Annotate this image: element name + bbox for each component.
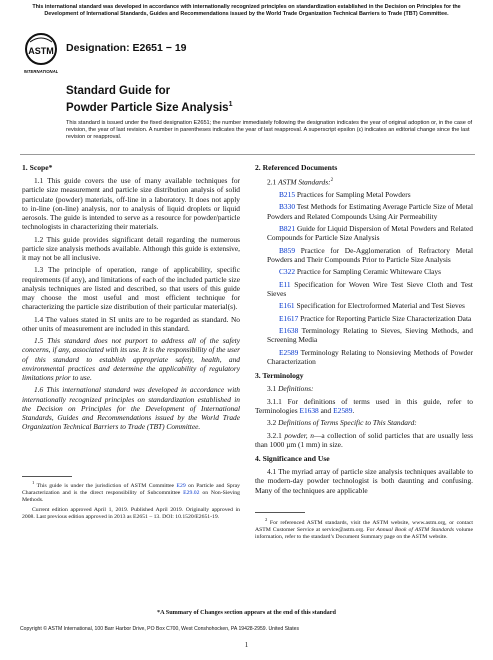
- footnote-1-text-c: on Non-Sieving Methods.: [22, 490, 240, 504]
- page-number: 1: [244, 641, 249, 649]
- reference-item[interactable]: [255, 246, 473, 264]
- definition-powder-num: 3.2.1: [267, 430, 285, 440]
- scope-1-2: 1.2 This guide provides significant detail regarding the numerous particle size analysis methods available. Although this guide is extensive, it may not be all inclusive.: [22, 234, 240, 263]
- definition-powder-term: powder, n: [284, 430, 314, 440]
- specific-definitions-title: Definitions of Terms Specific to This Standard:: [278, 418, 417, 428]
- reference-item[interactable]: [255, 326, 473, 344]
- definitions-num: 3.1: [267, 384, 279, 394]
- footnote-2-para: [255, 516, 473, 542]
- definition-powder-text: —a collection of solid particles that are usually less than 1000 µm (1 mm) in size.: [255, 430, 473, 449]
- reference-title: Specification for Electroformed Material and Test Sieves: [294, 301, 465, 311]
- logo-subtext: INTERNATIONAL: [24, 69, 58, 74]
- reference-code-link[interactable]: B330: [279, 202, 296, 212]
- reference-title: Practice for Reporting Particle Size Characterization Data: [298, 313, 472, 323]
- reference-code-link[interactable]: B859: [279, 245, 296, 255]
- section-terminology-heading: 3. Terminology: [255, 371, 304, 380]
- title-line-2: [66, 98, 232, 115]
- reference-item[interactable]: [255, 314, 473, 323]
- reference-title: Test Methods for Estimating Average Particle Size of Metal Powders and Related Compounds Using Air Permeability: [267, 202, 473, 221]
- designation: Designation: E2651 − 19: [66, 42, 187, 54]
- reference-list: [255, 190, 473, 366]
- title-line-1: Standard Guide for: [66, 85, 171, 97]
- reference-title: Practice for De-Agglomeration of Refractory Metal Powders and Their Compounds Prior to Particle Size Analysis: [267, 245, 473, 264]
- footnote-1-mark: 1: [32, 480, 35, 485]
- title-footnote-mark: 1: [228, 101, 233, 108]
- reference-item[interactable]: [255, 202, 473, 220]
- wto-notice: This international standard was developed in accordance with internationally recognized principles on standardization established in the Decision on Principles for the Development of International Standards, Guides and Recommendations issued by the World Trade Organization Technical Barriers to Trade (TBT) Committee.: [32, 4, 461, 17]
- header-divider: [20, 154, 475, 155]
- issuance-statement: This standard is issued under the fixed designation E2651; the number immediately following the designation indicates the year of original adoption or, in the case of revision, the year of last revision. A number in parentheses indicates the year of last reapproval. A superscript epsilon (ε) indicates an editorial change since the last revision or reapproval.: [66, 120, 473, 141]
- footnote-1-para-1: [22, 479, 240, 505]
- section-significance-heading: 4. Significance and Use: [255, 453, 330, 463]
- definition-text: 3.1.1 For definitions of terms used in this guide, refer to Terminologies: [255, 396, 473, 415]
- left-column: [22, 163, 240, 435]
- scope-1-4: 1.4 The values stated in SI units are to be regarded as standard. No other units of measurement are included in this standard.: [22, 314, 240, 333]
- definitions-label: [255, 384, 473, 393]
- reference-title: Practices for Sampling Metal Powders: [295, 190, 411, 200]
- footnote-2-book-title: Annual Book of ASTM Standards: [376, 527, 454, 534]
- document-title: [66, 84, 232, 115]
- reference-item[interactable]: [255, 224, 473, 242]
- reference-code-link[interactable]: E2589: [279, 347, 299, 357]
- astm-standards-num: 2.1: [267, 177, 279, 187]
- reference-code-link[interactable]: E1638: [279, 326, 299, 335]
- reference-code-link[interactable]: E11: [279, 279, 291, 289]
- reference-code-link[interactable]: E161: [279, 301, 295, 311]
- scope-1-6: 1.6 This international standard was developed in accordance with internationally recognized principles on standardization established in the Decision on Principles for the Development of International Standards, Guides and Recommendations issued by the World Trade Organization Technical Barriers to Trade (TBT) Committee.: [22, 385, 240, 432]
- footnote-1-text-a: This guide is under the jurisdiction of ASTM Committee: [34, 482, 177, 489]
- footnote-2-text-a: For referenced ASTM standards, visit the ASTM website, www.astm.org, or contact ASTM Customer Service at service@astm.org. For: [255, 519, 473, 534]
- reference-title: Practice for Sampling Ceramic Whiteware Clays: [295, 267, 442, 277]
- astm-standards-title: ASTM Standards:: [278, 177, 331, 187]
- reference-title: Specification for Woven Wire Test Sieve Cloth and Test Sieves: [267, 279, 473, 298]
- definition-3-1-1: [255, 397, 473, 415]
- reference-item[interactable]: [255, 280, 473, 298]
- significance-4-1: 4.1 The myriad array of particle size analysis techniques available to the modern-day powder technologist is both daunting and confusing. Many of the techniques are applicable: [255, 467, 473, 495]
- footnote-2-mark: 2: [265, 517, 268, 522]
- reference-title: Terminology Relating to Nonsieving Methods of Powder Characterization: [267, 347, 473, 366]
- reference-code-link[interactable]: C322: [279, 267, 296, 277]
- reference-item[interactable]: [255, 190, 473, 199]
- footnote-2: [255, 516, 473, 544]
- reference-code-link[interactable]: B821: [279, 224, 296, 234]
- title-main: Powder Particle Size Analysis: [66, 101, 229, 114]
- reference-code-link[interactable]: B215: [279, 190, 296, 200]
- astm-international-logo: [24, 32, 58, 76]
- copyright-line: Copyright © ASTM International, 100 Barr Harbor Drive, PO Box C700, West Conshohocken, PA 19428-2959. United States: [20, 626, 300, 632]
- summary-of-changes-note: *A Summary of Changes section appears at the end of this standard: [157, 609, 336, 616]
- scope-1-5: 1.5 This standard does not purport to address all of the safety concerns, if any, associated with its use. It is the responsibility of the user of this standard to establish appropriate safety, health, and environmental practices and determine the applicability of regulatory limitations prior to use.: [22, 336, 240, 383]
- definition-conjunction: and: [318, 405, 334, 415]
- right-column: [255, 163, 473, 498]
- subcommittee-link-e29-02[interactable]: E29.02: [183, 490, 200, 497]
- footnote-2-text-b: volume information, refer to the standard’s Document Summary page on the ASTM website.: [255, 527, 474, 541]
- specific-definitions-label: [255, 418, 473, 427]
- reference-title: Terminology Relating to Sieves, Sieving Methods, and Screening Media: [267, 326, 473, 345]
- reference-code-link[interactable]: E1617: [279, 313, 299, 323]
- footnote-1-para-2: Current edition approved April 1, 2019. Published April 2019. Originally approved in 2008. Last previous edition approved in 2013 as E2651 – 13. DOI: 10.1520/E2651-19.: [22, 506, 240, 520]
- terminology-link-e2589[interactable]: E2589: [333, 405, 353, 415]
- definition-end: .: [352, 405, 355, 415]
- scope-1-3: 1.3 The principle of operation, range of applicability, specific requirements (if any), and limitations of each of the included particle size analysis techniques are listed and described, so that users of this guide may choose the most useful and most efficient technique for characterizing the particle size distribution of their particular material(s).: [22, 265, 240, 312]
- astm-standards-label: [255, 176, 473, 187]
- section-scope-heading: 1. Scope*: [22, 163, 53, 172]
- definitions-title: Definitions:: [278, 384, 314, 394]
- logo-text: ASTM: [28, 46, 54, 56]
- reference-title: Guide for Liquid Dispersion of Metal Powders and Related Compounds for Particle Size Analysis: [267, 224, 473, 243]
- footnote-1: [22, 479, 240, 523]
- definition-powder: [255, 431, 473, 449]
- astm-standards-footnote-mark: 2: [330, 178, 334, 184]
- committee-link-e29[interactable]: E29: [176, 482, 186, 489]
- scope-1-1: 1.1 This guide covers the use of many available techniques for particle size measurement and particle size distribution analysis of solid particulate (powder) materials, off-line in a laboratory. It does not apply to in-line (on-line) analysis, nor to analysis of liquid droplets or liquid aerosols. The guide is intended to serve as a resource for powder/particle technologists in characterizing their materials.: [22, 176, 240, 232]
- section-references-heading: 2. Referenced Documents: [255, 163, 338, 172]
- reference-item[interactable]: [255, 348, 473, 366]
- reference-item[interactable]: [255, 267, 473, 276]
- footnote-divider-left: [22, 476, 72, 477]
- footnote-1-text-b: on Particle and Spray Characterization and is the direct responsibility of Subcommittee: [22, 482, 240, 497]
- footnote-divider-right: [255, 512, 305, 513]
- reference-item[interactable]: [255, 301, 473, 310]
- specific-definitions-num: 3.2: [267, 418, 279, 428]
- terminology-link-e1638[interactable]: E1638: [299, 405, 319, 415]
